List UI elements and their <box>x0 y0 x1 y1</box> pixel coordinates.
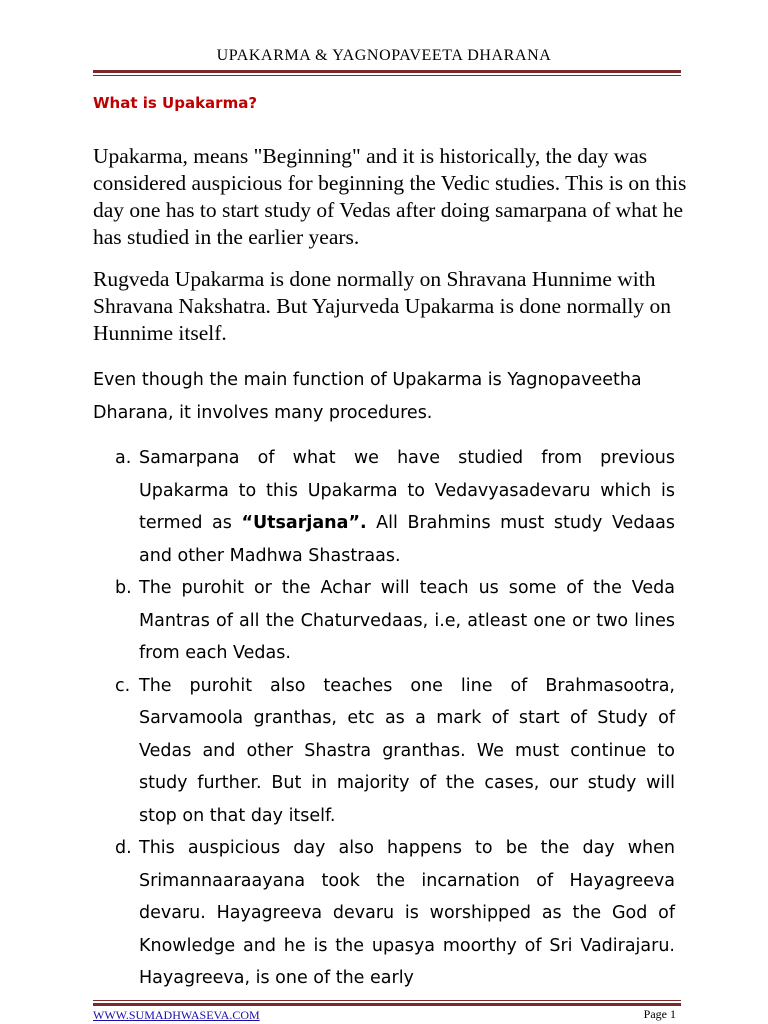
list-marker: d. <box>115 838 132 858</box>
list-marker: b. <box>115 578 132 598</box>
list-marker: c. <box>115 675 131 696</box>
list-item-text: The purohit or the Achar will teach us some of the Veda Mantras of all the Chaturvedaas, i.e, atleast one or two lines from each Vedas. <box>139 578 675 663</box>
paragraph-procedures: Even though the main function of Upakarma is Yagnopaveetha Dharana, it involves many procedures. <box>93 370 642 423</box>
list-item <box>115 832 675 995</box>
website-link[interactable]: WWW.SUMADHWASEVA.COM <box>93 1008 260 1022</box>
procedures-list <box>115 442 675 995</box>
list-marker: a. <box>115 448 132 468</box>
list-item <box>115 572 675 670</box>
list-item-text <box>139 442 675 572</box>
header-rule-thick <box>93 70 681 73</box>
page-header-title: UPAKARMA & YAGNOPAVEETA DHARANA <box>216 47 552 64</box>
header-rule-thin <box>93 75 681 76</box>
section-heading: What is Upakarma? <box>93 94 258 112</box>
list-item <box>115 442 675 572</box>
footer-rule-thick <box>93 1003 681 1006</box>
list-item-text: This auspicious day also happens to be the day when Srimannaaraayana took the incarnation of Hayagreeva devaru. Hayagreeva devaru is worshipped as the God of Knowledge and he is the upasya moorthy of Sri Vadirajaru. Hayagreeva, is one of the early <box>139 838 675 988</box>
list-item-text: The purohit also teaches one line of Brahmasootra, Sarvamoola granthas, etc as a mark of start of Study of Vedas and other Shastra granthas. We must continue to study further. But in majority of the cases, our study will stop on that day itself. <box>139 675 675 826</box>
footer-rule-thin <box>93 1000 681 1001</box>
list-item-text-part: Samarpana of what we have studied from previous Upakarma to this Upakarma to Vedavyasadevaru which is termed as <box>139 448 675 533</box>
utsarjana-term: “Utsarjana”. <box>241 513 367 533</box>
paragraph-intro: Upakarma, means "Beginning" and it is historically, the day was considered auspicious for beginning the Vedic studies. This is on this day one has to start study of Vedas after doing samarpana of what he has studied in the earlier years. <box>93 144 687 249</box>
paragraph-rugveda: Rugveda Upakarma is done normally on Shravana Hunnime with Shravana Nakshatra. But Yajurveda Upakarma is done normally on Hunnime itself. <box>93 267 671 345</box>
page-number: Page 1 <box>643 1007 676 1021</box>
list-item-text-part: All Brahmins must study Vedaas and other Madhwa Shastraas. <box>139 513 676 566</box>
list-item <box>115 670 675 833</box>
